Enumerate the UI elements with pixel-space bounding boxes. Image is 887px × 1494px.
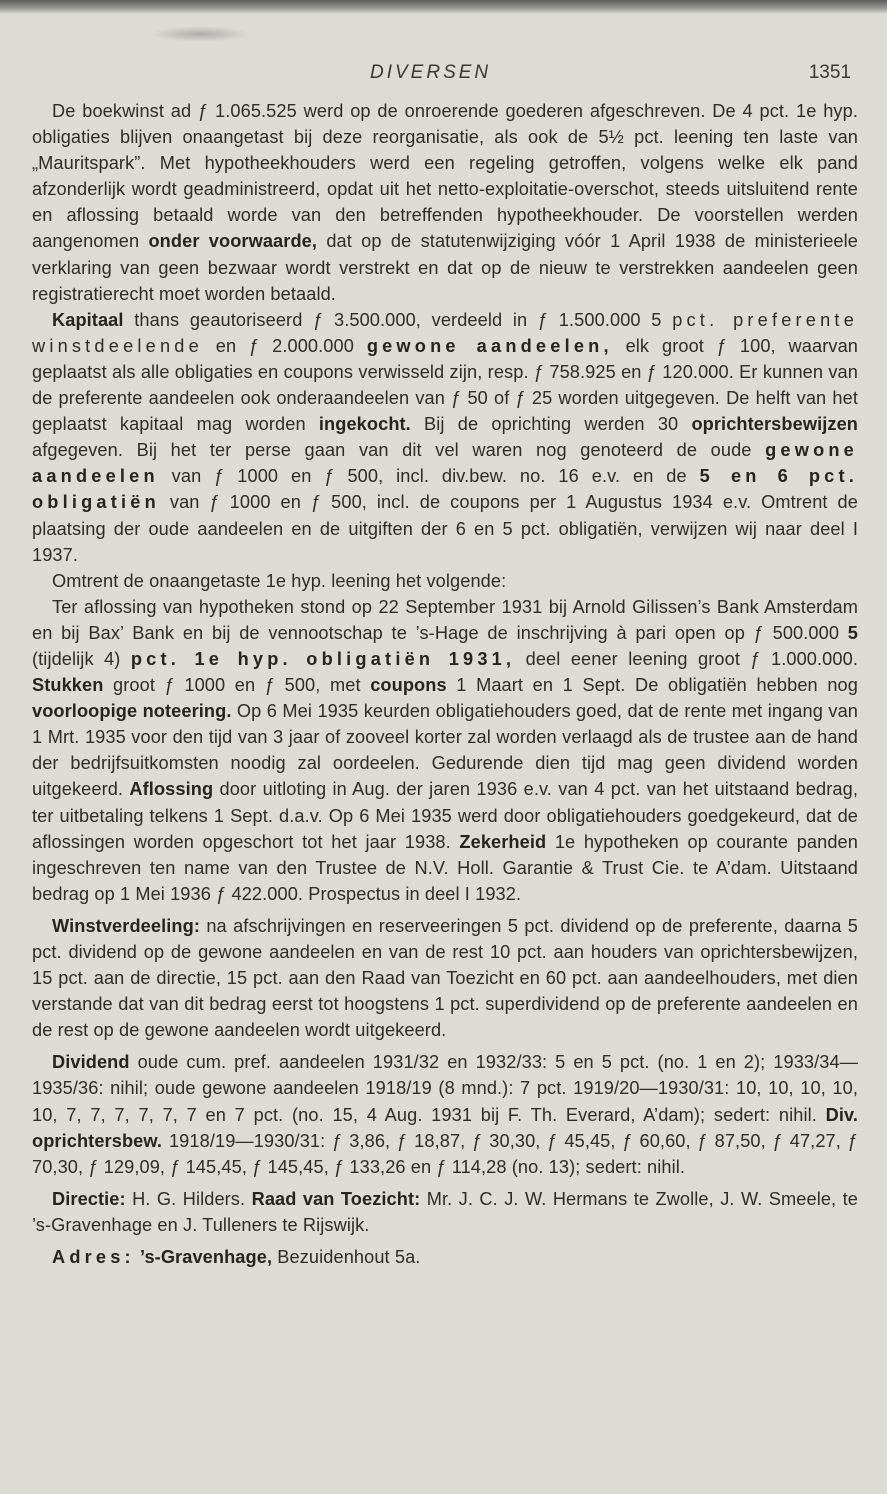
scan-top-edge: [0, 0, 887, 14]
paragraph-intro-hyp: Omtrent de onaangetaste 1e hyp. leening het volgende:: [52, 570, 507, 591]
running-header: [0, 62, 887, 88]
winstverdeeling-heading: Winstverdeeling:: [52, 915, 200, 936]
article-body: [32, 98, 858, 1270]
adres-heading: Adres:: [52, 1247, 135, 1268]
paragraph-directie: Directie: H. G. Hilders. Raad van Toezicht: Mr. J. C. J. W. Hermans te Zwolle, J. W. Smeele, te ’s-Gravenhage en J. Tulleners te Rijswijk.: [32, 1188, 858, 1235]
section-title: DIVERSEN: [370, 62, 492, 83]
dividend-heading: Dividend: [52, 1052, 130, 1073]
page-number: 1351: [808, 62, 851, 83]
paragraph-hypotheken: Ter aflossing van hypotheken stond op 22 September 1931 bij Arnold Gilissen’s Bank Amsterdam en bij Bax’ Bank en bij de vennootschap te ’s-Hage de inschrijving à pari open op ƒ 500.000 5 (tijdelijk 4) pct. 1e hyp. obligatiën 1931, deel eener leening groot ƒ 1.000.000. Stukken groot ƒ 1000 en ƒ 500, met coupons 1 Maart en 1 Sept. De obligatiën hebben nog voorloopige noteering. Op 6 Mei 1935 keurden obligatiehouders goed, dat de rente met ingang van 1 Mrt. 1935 voor den tijd van 3 jaar of zooveel korter zal worden verlaagd als de trustee aan de hand der bedrijfsuitkomsten noodig zal oordeelen. Gedurende dien tijd mag geen dividend worden uitgekeerd. Aflossing door uitloting in Aug. der jaren 1936 e.v. van 4 pct. van het uitstaand bedrag, ter uitbetaling telkens 1 Sept. d.a.v. Op 6 Mei 1935 werd door obligatiehouders goedgekeurd, dat de aflossingen worden opgeschort tot het jaar 1938. Zekerheid 1e hypotheken op courante panden ingeschreven ten name van den Trustee de N.V. Holl. Garantie & Trust Cie. te A’dam. Uitstaand bedrag op 1 Mei 1936 ƒ 422.000. Prospectus in deel I 1932.: [32, 596, 858, 904]
paragraph-kapitaal: Kapitaal thans geautoriseerd ƒ 3.500.000, verdeeld in ƒ 1.500.000 5 pct. preferente winstdeelende en ƒ 2.000.000 gewone aandeelen, elk groot ƒ 100, waarvan geplaatst als alle obligaties en coupons verwisseld zijn, resp. ƒ 758.925 en ƒ 120.000. Er kunnen van de preferente aandeelen ook onderaandeelen van ƒ 50 of ƒ 25 worden uitgegeven. De helft van het geplaatst kapitaal mag worden ingekocht. Bij de oprichting werden 30 oprichtersbewijzen afgegeven. Bij het ter perse gaan van dit vel waren nog genoteerd de oude gewone aandeelen van ƒ 1000 en ƒ 500, incl. div.bew. no. 16 e.v. en de 5 en 6 pct. obligatiën van ƒ 1000 en ƒ 500, incl. de coupons per 1 Augustus 1934 e.v. Omtrent de plaatsing der oude aandeelen en de uitgiften der 6 en 5 pct. obligatiën, verwijzen wij naar deel I 1937.: [32, 309, 859, 565]
kapitaal-heading: Kapitaal: [52, 309, 124, 330]
paragraph-reorganisation: De boekwinst ad ƒ 1.065.525 werd op de onroerende goederen afgeschreven. De 4 pct. 1e hyp. obligaties blijven onaangetast bij deze reorganisatie, als ook de 5½ pct. leening ten laste van „Mauritspark”. Met hypotheekhouders werd een regeling getroffen, volgens welke elk pand afzonderlijk wordt geadministreerd, opdat uit het netto-exploitatie-overschot, steeds uitsluitend rente en aflossing betaald worde van den betreffenden hypotheekhouder. De voorstellen werden aangenomen onder voorwaarde, dat op de statutenwijziging vóór 1 April 1938 de ministerieele verklaring van geen bezwaar wordt verstrekt en dat op de nieuw te verstrekken aandeelen geen registratierecht moet worden betaald.: [32, 101, 858, 304]
directie-heading: Directie:: [52, 1188, 126, 1209]
paragraph-adres: Adres: ’s-Gravenhage, Bezuidenhout 5a.: [52, 1247, 421, 1268]
scan-smudge: [150, 26, 250, 42]
paragraph-winstverdeeling: Winstverdeeling: na afschrijvingen en reserveeringen 5 pct. dividend op de preferente, daarna 5 pct. dividend op de gewone aandeelen en van de rest 10 pct. aan houders van oprichtersbewijzen, 15 pct. aan de directie, 15 pct. aan den Raad van Toezicht en 60 pct. aan aandeelhouders, met dien verstande dat van dit bedrag eerst tot hoogstens 1 pct. superdividend op de preferente aandeelen en de rest op de gewone aandeelen wordt uitgekeerd.: [32, 915, 858, 1041]
paragraph-dividend: Dividend oude cum. pref. aandeelen 1931/32 en 1932/33: 5 en 5 pct. (no. 1 en 2); 1933/34—1935/36: nihil; oude gewone aandeelen 1918/19 (8 mnd.): 7 pct. 1919/20—1930/31: 10, 10, 10, 10, 10, 7, 7, 7, 7, 7, 7 en 7 pct. (no. 15, 4 Aug. 1931 bij F. Th. Everard, A’dam); sedert: nihil. Div. oprichtersbew. 1918/19—1930/31: ƒ 3,86, ƒ 18,87, ƒ 30,30, ƒ 45,45, ƒ 60,60, ƒ 87,50, ƒ 47,27, ƒ 70,30, ƒ 129,09, ƒ 145,45, ƒ 145,45, ƒ 133,26 en ƒ 114,28 (no. 13); sedert: nihil.: [32, 1052, 858, 1177]
